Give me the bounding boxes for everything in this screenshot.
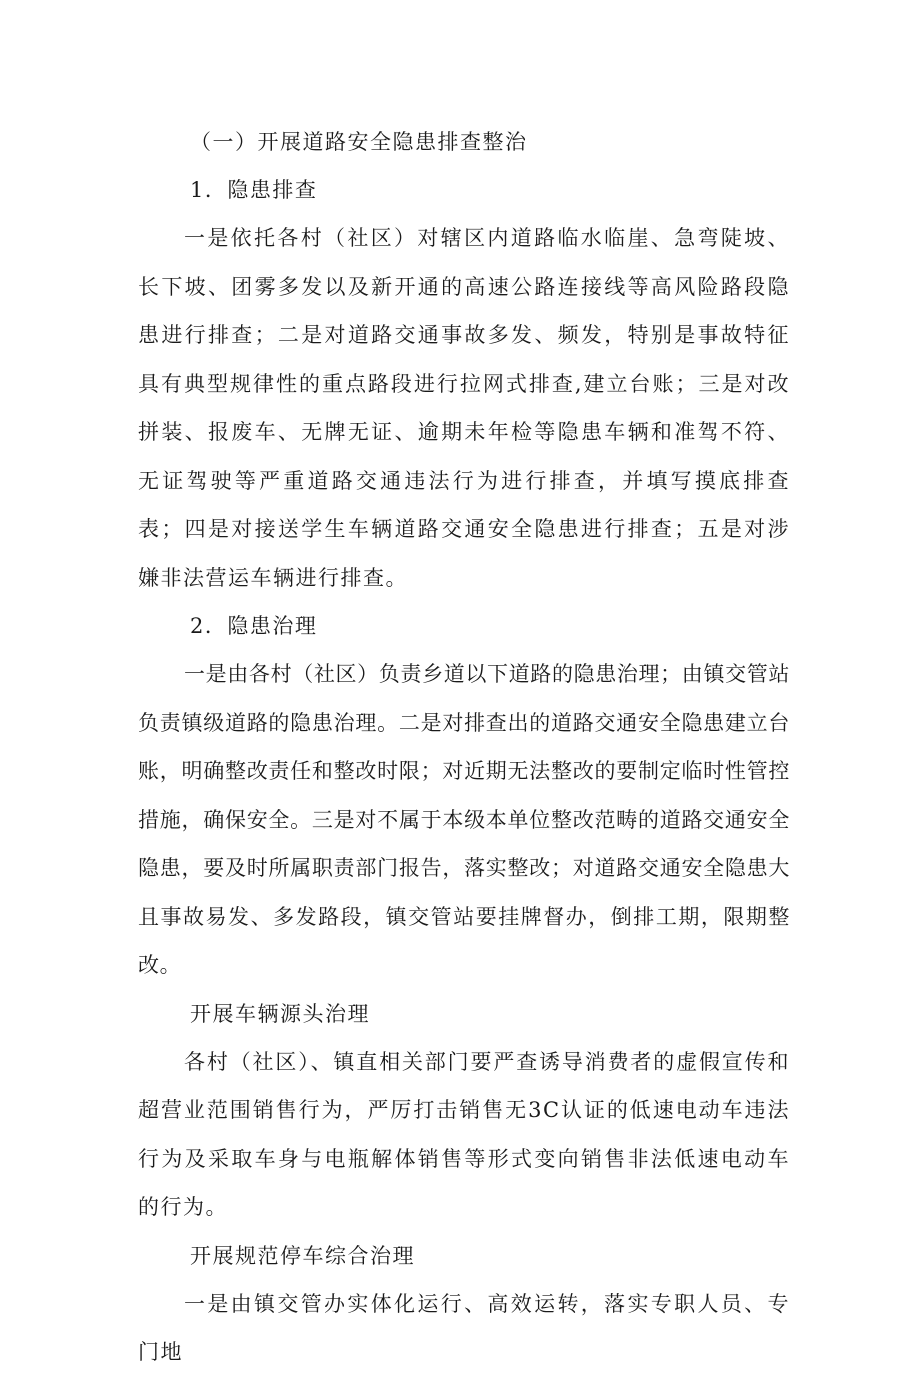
subsection-title-vehicle-source: 开展车辆源头治理 bbox=[190, 1001, 370, 1026]
subsection-title-hazard-remediation: 2．隐患治理 bbox=[190, 614, 318, 638]
paragraph-hazard-remediation: 一是由各村（社区）负责乡道以下道路的隐患治理；由镇交管站负责镇级道路的隐患治理。二是对排查出的道路交通安全隐患建立台账，明确整改责任和整改时限；对近期无法整改的要制定临时性管控措施，确保安全。三是对不属于本级本单位整改范畴的道路交通安全隐患，要及时所属职责部门报告，落实整改；对道路交通安全隐患大且事故易发、多发路段，镇交管站要挂牌督办，倒排工期，限期整改。 bbox=[138, 662, 790, 977]
document-page bbox=[138, 118, 790, 1377]
paragraph-hazard-inspection: 一是依托各村（社区）对辖区内道路临水临崖、急弯陡坡、长下坡、团雾多发以及新开通的高速公路连接线等高风险路段隐患进行排查；二是对道路交通事故多发、频发，特别是事故特征具有典型规律性的重点路段进行拉网式排查,建立台账；三是对改拼装、报废车、无牌无证、逾期未年检等隐患车辆和准驾不符、无证驾驶等严重道路交通违法行为进行排查，并填写摸底排查表；四是对接送学生车辆道路交通安全隐患进行排查；五是对涉嫌非法营运车辆进行排查。 bbox=[138, 226, 790, 590]
section-heading: （一）开展道路安全隐患排查整治 bbox=[190, 130, 528, 154]
subsection-title-hazard-inspection: 1．隐患排查 bbox=[190, 178, 318, 202]
paragraph-vehicle-source: 各村（社区）、镇直相关部门要严查诱导消费者的虚假宣传和超营业范围销售行为，严厉打击销售无3C认证的低速电动车违法行为及采取车身与电瓶解体销售等形式变向销售非法低速电动车的行为。 bbox=[138, 1049, 790, 1219]
paragraph-parking: 一是由镇交管办实体化运行、高效运转，落实专职人员、专门地 bbox=[138, 1291, 790, 1364]
subsection-title-parking: 开展规范停车综合治理 bbox=[190, 1243, 415, 1268]
